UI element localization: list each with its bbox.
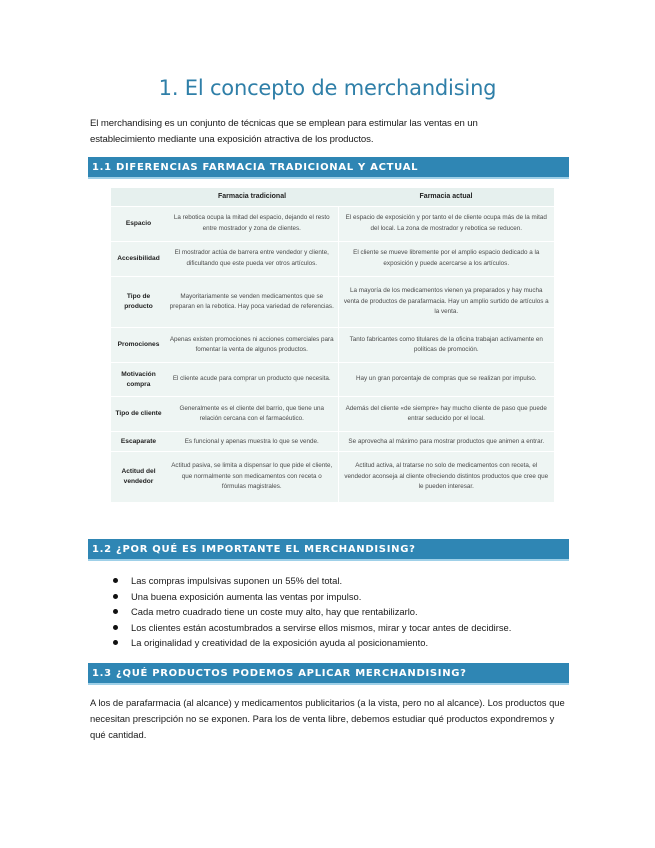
table-header-current: Farmacia actual: [338, 188, 554, 206]
section-heading-importance: 1.2 ¿POR QUÉ ES IMPORTANTE EL MERCHANDISING?: [88, 539, 569, 561]
bullet-icon: [113, 609, 118, 614]
section-heading-differences: 1.1 DIFERENCIAS FARMACIA TRADICIONAL Y ACTUAL: [88, 157, 569, 179]
current-cell: Actitud activa, al tratarse no solo de medicamentos con receta, el vendedor aconseja al cliente ofreciendo distintos productos que cree que le pueden interesar.: [338, 452, 554, 502]
traditional-cell: Actitud pasiva, se limita a dispensar lo que pide el cliente, que normalmente son medicamentos con receta o fórmulas magistrales.: [166, 452, 338, 502]
bullet-icon: [113, 625, 118, 630]
table-row: [111, 277, 554, 328]
row-label: Accesibilidad: [111, 241, 166, 276]
current-cell: Hay un gran porcentaje de compras que se realizan por impulso.: [338, 363, 554, 397]
current-cell: Tanto fabricantes como titulares de la oficina trabajan activamente en políticas de promoción.: [338, 327, 554, 362]
table-row: [111, 363, 554, 397]
traditional-cell: Es funcional y apenas muestra lo que se vende.: [166, 432, 338, 452]
page-title: 1. El concepto de merchandising: [158, 76, 497, 100]
list-item-text: Las compras impulsivas suponen un 55% del total.: [131, 575, 343, 586]
list-item-text: Cada metro cuadrado tiene un coste muy alto, hay que rentabilizarlo.: [131, 606, 418, 618]
table-header-empty: [111, 188, 166, 206]
table-row: [111, 206, 554, 241]
row-label: Actitud del vendedor: [111, 452, 166, 502]
table-row: [111, 397, 554, 432]
comparison-table-image: [111, 188, 554, 502]
section-heading-products: 1.3 ¿QUÉ PRODUCTOS PODEMOS APLICAR MERCHANDISING?: [88, 663, 569, 685]
current-cell: El espacio de exposición y por tanto el de cliente ocupa más de la mitad del local. La zona de mostrador y rebotica se reducen.: [338, 206, 554, 241]
list-item: [113, 635, 553, 651]
row-label: Promociones: [111, 327, 166, 362]
row-label: Tipo de cliente: [111, 397, 166, 432]
list-item: [113, 589, 553, 605]
row-label: Espacio: [111, 206, 166, 241]
list-item: [113, 573, 553, 589]
current-cell: Se aprovecha al máximo para mostrar productos que animen a entrar.: [338, 432, 554, 452]
traditional-cell: El mostrador actúa de barrera entre vendedor y cliente, dificultando que este pueda ver otros artículos.: [166, 241, 338, 276]
row-label: Tipo de producto: [111, 277, 166, 328]
row-label: Escaparate: [111, 432, 166, 452]
row-label: Motivación compra: [111, 363, 166, 397]
table-row: [111, 327, 554, 362]
comparison-table: [111, 188, 554, 502]
list-item-text: Los clientes están acostumbrados a servirse ellos mismos, mirar y tocar antes de decidirse.: [131, 621, 512, 633]
current-cell: El cliente se mueve libremente por el amplio espacio dedicado a la exposición y puede acercarse a los artículos.: [338, 241, 554, 276]
table-row: [111, 241, 554, 276]
bullet-icon: [113, 640, 118, 645]
intro-paragraph: El merchandising es un conjunto de técnicas que se emplean para estimular las ventas en un establecimiento mediante una exposición atractiva de los productos.: [90, 118, 478, 145]
traditional-cell: Apenas existen promociones ni acciones comerciales para fomentar la venta de algunos productos.: [166, 327, 338, 362]
bullet-icon: [113, 578, 118, 583]
list-item-text: Una buena exposición aumenta las ventas por impulso.: [131, 590, 362, 602]
traditional-cell: Mayoritariamente se venden medicamentos que se preparan en la rebotica. Hay poca variedad de referencias.: [166, 277, 338, 328]
list-item-text: La originalidad y creatividad de la exposición ayuda al posicionamiento.: [131, 637, 429, 649]
traditional-cell: La rebotica ocupa la mitad del espacio, dejando el resto entre mostrador y zona de clientes.: [166, 206, 338, 241]
bullet-icon: [113, 594, 118, 599]
table-row: [111, 432, 554, 452]
list-item: [113, 620, 553, 636]
importance-bullet-list: [113, 573, 553, 651]
table-header-traditional: Farmacia tradicional: [166, 188, 338, 206]
traditional-cell: El cliente acude para comprar un producto que necesita.: [166, 363, 338, 397]
list-item: [113, 604, 553, 620]
products-paragraph: A los de parafarmacia (al alcance) y medicamentos publicitarios (a la vista, pero no al alcance). Los productos que necesitan prescripción no se exponen. Para los de venta libre, debemos estudiar qué productos expondremos y qué cantidad.: [90, 697, 565, 740]
current-cell: Además del cliente «de siempre» hay mucho cliente de paso que puede entrar seducido por el local.: [338, 397, 554, 432]
current-cell: La mayoría de los medicamentos vienen ya preparados y hay mucha venta de productos de parafarmacia. Hay un amplio surtido de artículos a la venta.: [338, 277, 554, 328]
table-row: [111, 452, 554, 502]
traditional-cell: Generalmente es el cliente del barrio, que tiene una relación cercana con el farmacéutico.: [166, 397, 338, 432]
